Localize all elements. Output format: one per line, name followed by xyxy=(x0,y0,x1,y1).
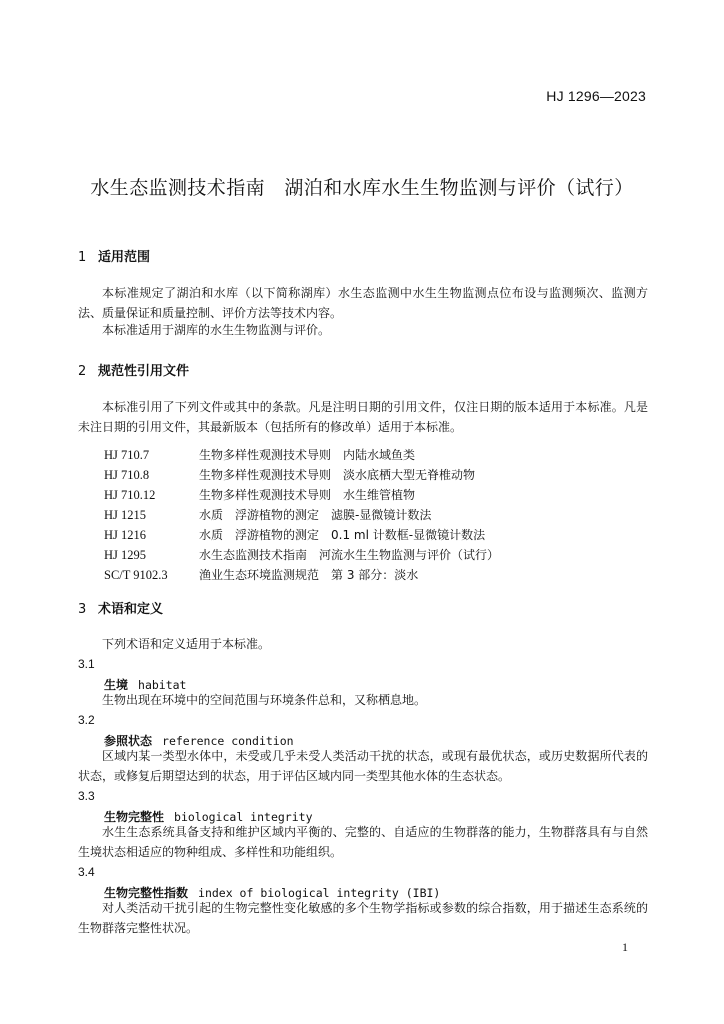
term-en: index of biological integrity (IBI) xyxy=(198,886,441,900)
term-zh: 参照状态 xyxy=(104,734,153,748)
reference-title: 生物多样性观测技术导则 内陆水域鱼类 xyxy=(199,448,416,462)
term-definition: 生物出现在环境中的空间范围与环境条件总和，又称栖息地。 xyxy=(102,693,427,707)
term-en: habitat xyxy=(138,678,187,692)
reference-title: 生物多样性观测技术导则 水生维管植物 xyxy=(199,488,416,502)
section-2-heading xyxy=(78,360,189,379)
reference-title: 水质 浮游植物的测定 滤膜-显微镜计数法 xyxy=(199,508,432,522)
reference-code: HJ 710.7 xyxy=(104,448,150,462)
term-en: biological integrity xyxy=(174,810,313,824)
page-number: 1 xyxy=(622,940,628,954)
paragraph: 下列术语和定义适用于本标准。 xyxy=(102,637,271,651)
term-zh: 生物完整性指数 xyxy=(104,886,189,900)
section-title: 适用范围 xyxy=(98,250,151,265)
reference-title: 水质 浮游植物的测定 0.1 ml 计数框-显微镜计数法 xyxy=(199,528,486,542)
reference-title: 水生态监测技术指南 河流水生生物监测与评价（试行） xyxy=(199,548,500,562)
reference-item xyxy=(104,545,499,565)
term-zh: 生境 xyxy=(104,678,129,692)
section-3-heading xyxy=(78,598,163,617)
term-zh: 生物完整性 xyxy=(104,810,165,824)
reference-list xyxy=(104,445,499,585)
reference-item xyxy=(104,525,499,545)
term-number: 3.1 xyxy=(78,657,95,671)
reference-code: SC/T 9102.3 xyxy=(104,568,168,582)
section-number: 2 xyxy=(78,364,87,379)
reference-code: HJ 1216 xyxy=(104,528,147,542)
paragraph: 本标准规定了湖泊和水库（以下简称湖库）水生态监测中水生生物监测点位布设与监测频次、监测方法、质量保证和质量控制、评价方法等技术内容。 xyxy=(78,286,648,320)
paragraph: 本标准适用于湖库的水生生物监测与评价。 xyxy=(102,323,331,337)
reference-title: 渔业生态环境监测规范 第 3 部分：淡水 xyxy=(199,568,419,582)
section-1-heading xyxy=(78,246,150,265)
reference-code: HJ 1215 xyxy=(104,508,147,522)
standard-number: HJ 1296—2023 xyxy=(546,88,646,104)
term-definition: 区域内某一类型水体中，未受或几乎未受人类活动干扰的状态，或现有最优状态，或历史数据所代表的状态，或修复后期望达到的状态，用于评估区域内同一类型其他水体的生态状态。 xyxy=(78,749,648,783)
term-number: 3.4 xyxy=(78,865,95,879)
term-number: 3.2 xyxy=(78,713,95,727)
reference-item xyxy=(104,445,499,465)
reference-item xyxy=(104,485,499,505)
reference-item xyxy=(104,465,499,485)
section-number: 3 xyxy=(78,602,87,617)
paragraph: 本标准引用了下列文件或其中的条款。凡是注明日期的引用文件，仅注日期的版本适用于本标准。凡是未注日期的引用文件，其最新版本（包括所有的修改单）适用于本标准。 xyxy=(78,400,648,434)
document-title: 水生态监测技术指南 湖泊和水库水生生物监测与评价（试行） xyxy=(90,177,634,199)
reference-title: 生物多样性观测技术导则 淡水底栖大型无脊椎动物 xyxy=(199,468,476,482)
section-number: 1 xyxy=(78,250,87,265)
reference-code: HJ 710.8 xyxy=(104,468,150,482)
term-definition: 对人类活动干扰引起的生物完整性变化敏感的多个生物学指标或参数的综合指数，用于描述生态系统的生物群落完整性状况。 xyxy=(78,901,648,935)
reference-item xyxy=(104,565,499,585)
term-en: reference condition xyxy=(162,734,294,748)
term-definition: 水生生态系统具备支持和维护区域内平衡的、完整的、自适应的生物群落的能力，生物群落具有与自然生境状态相适应的物种组成、多样性和功能组织。 xyxy=(78,825,648,859)
section-title: 规范性引用文件 xyxy=(98,364,190,379)
reference-item xyxy=(104,505,499,525)
reference-code: HJ 1295 xyxy=(104,548,147,562)
section-title: 术语和定义 xyxy=(98,602,164,617)
term-number: 3.3 xyxy=(78,789,95,803)
reference-code: HJ 710.12 xyxy=(104,488,156,502)
